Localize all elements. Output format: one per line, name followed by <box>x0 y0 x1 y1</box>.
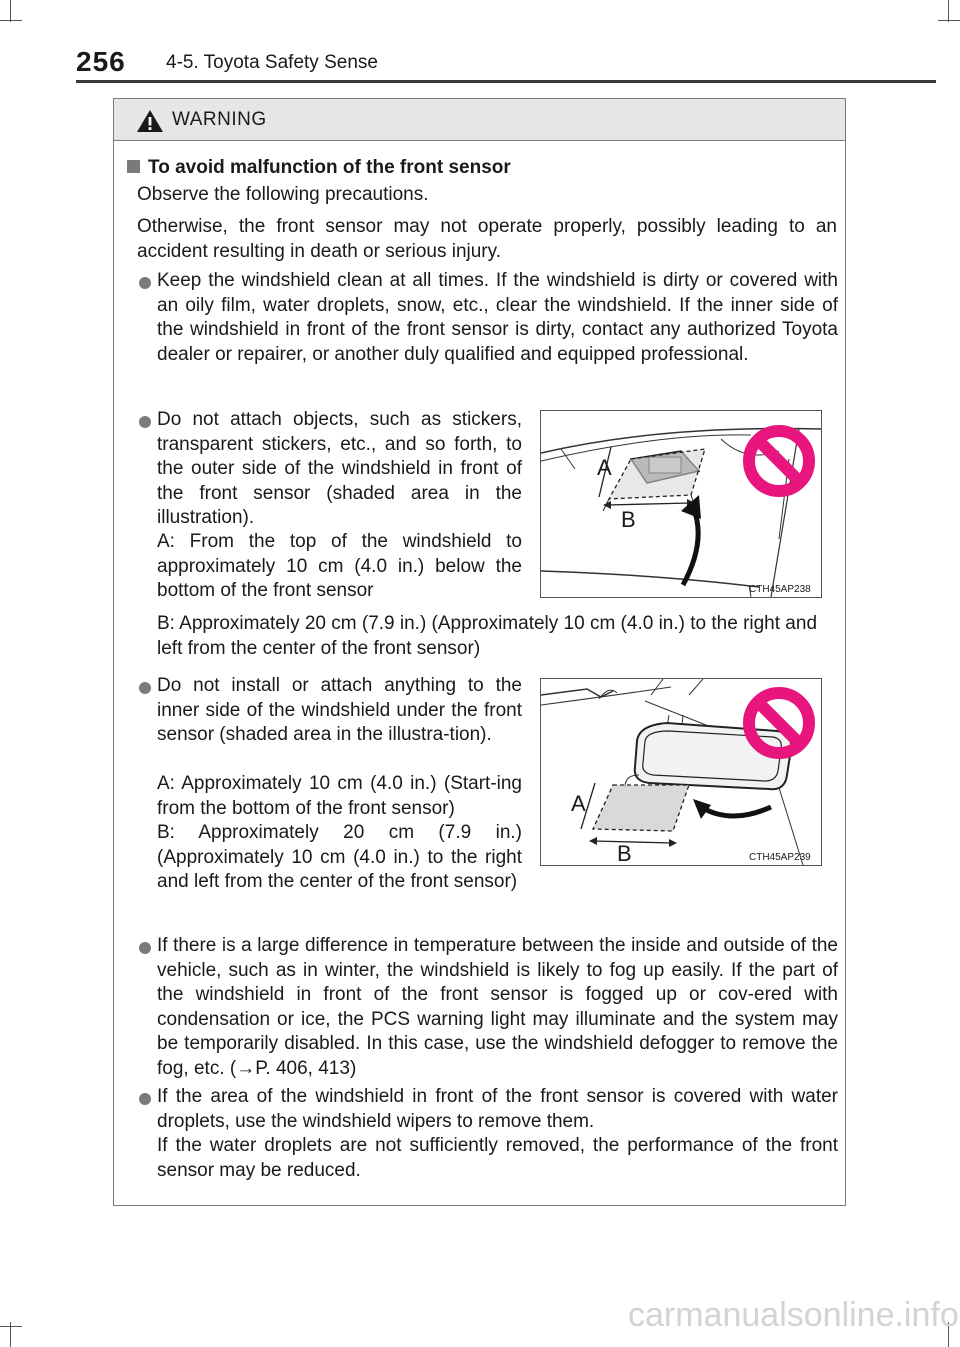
page-number: 256 <box>76 46 126 77</box>
figure-code: CTH45AP238 <box>749 584 811 595</box>
page-header <box>76 44 936 80</box>
figure-label-b: B <box>617 841 632 866</box>
figure-label-b: B <box>621 507 636 532</box>
bullet-text: A: Approximately 10 cm (4.0 in.) (Start-ing from the bottom of the front sensor) <box>157 773 522 819</box>
bullet-text: Do not install or attach anything to the inner side of the windshield under the front sensor (shaded area in the illustra-tion). <box>157 675 522 745</box>
crop-mark <box>0 1326 22 1327</box>
crop-mark <box>948 0 949 22</box>
intro-text: Observe the following precautions. <box>137 184 429 205</box>
bullet-text: If there is a large difference in temperature between the inside and outside of the vehicle, such as in winter, the windshield is likely to fog up easily. If the part of the windshield in front of the front sensor is fogged up or cov-ered with condensation or ice, the PCS warning light may illuminate and the system may be temporarily disabled. In this case, use the windshield defogger to remove the fog, etc. (→P. 406, 413) <box>157 935 838 1079</box>
header-rule <box>76 80 936 83</box>
bullet-text: Keep the windshield clean at all times. If the windshield is dirty or covered with an oily film, water droplets, snow, etc., clear the windshield. If the inner side of the windshield in front of the front sensor is dirty, contact any authorized Toyota dealer or repairer, or another duly qualified and equipped professional. <box>157 270 838 365</box>
watermark: carmanualsonline.info <box>628 1296 959 1334</box>
bullet-icon <box>139 942 151 954</box>
warning-label: WARNING <box>172 109 267 130</box>
crop-mark <box>0 20 22 21</box>
figure-label-a: A <box>597 455 612 480</box>
intro-text: Otherwise, the front sensor may not operate properly, possibly leading to an accident resulting in death or serious injury. <box>137 216 837 262</box>
figure-inner-windshield <box>540 678 822 866</box>
bullet-icon <box>139 1093 151 1105</box>
crop-mark <box>938 20 960 21</box>
bullet-text: Do not attach objects, such as stickers, transparent stickers, etc., and so forth, to the outer side of the windshield in front of the front sensor (shaded area in the illustration). <box>157 409 522 528</box>
bullet-text: B: Approximately 20 cm (7.9 in.) (Approximately 10 cm (4.0 in.) to the right and left from the center of the front sensor) <box>157 613 818 659</box>
bullet-text: A: From the top of the windshield to approximately 10 cm (4.0 in.) below the bottom of the front sensor <box>157 531 522 601</box>
prohibited-icon <box>741 423 817 499</box>
bullet-text: If the area of the windshield in front of the front sensor is covered with water droplets, use the windshield wipers to remove them. <box>157 1086 838 1132</box>
crop-mark <box>10 0 11 22</box>
subheading-marker-icon <box>127 160 140 173</box>
warning-subheading: To avoid malfunction of the front sensor <box>148 157 511 178</box>
bullet-icon <box>139 416 151 428</box>
bullet-text: If the water droplets are not sufficiently removed, the performance of the front sensor may be reduced. <box>157 1135 838 1181</box>
warning-header <box>114 99 845 141</box>
bullet-icon <box>139 682 151 694</box>
warning-triangle-icon <box>136 109 164 133</box>
prohibited-icon <box>741 685 817 761</box>
figure-code: CTH45AP239 <box>749 852 811 863</box>
figure-label-a: A <box>571 791 586 816</box>
figure-outer-windshield <box>540 410 822 598</box>
bullet-text: B: Approximately 20 cm (7.9 in.) (Approximately 10 cm (4.0 in.) to the right and left from the center of the front sensor) <box>157 822 522 892</box>
bullet-icon <box>139 277 151 289</box>
section-title: 4-5. Toyota Safety Sense <box>166 52 378 73</box>
